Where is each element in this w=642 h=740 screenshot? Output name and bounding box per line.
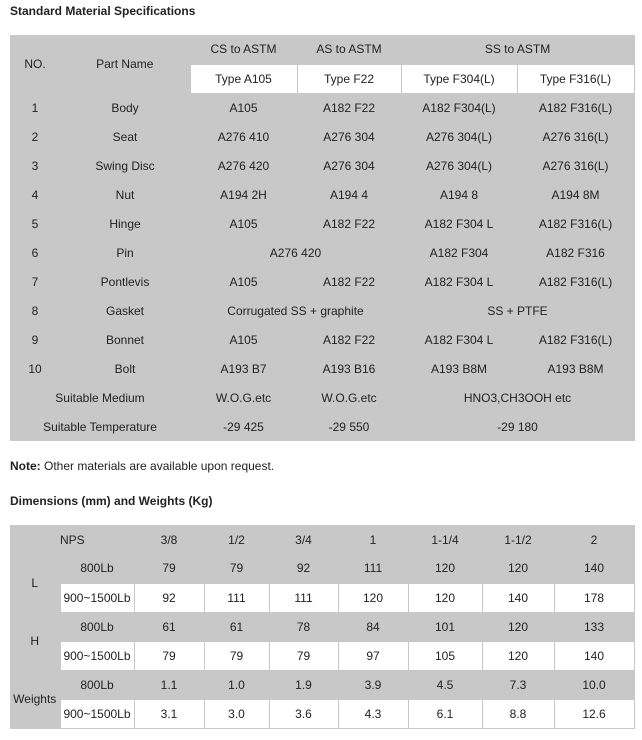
dimension-value: 1.1 — [160, 677, 178, 692]
table-row — [10, 354, 634, 383]
row-f316-material: A182 F316(L) — [538, 100, 613, 115]
table-row — [10, 412, 634, 441]
medium-label: Suitable Medium — [55, 390, 145, 405]
pressure-class: 800Lb — [80, 561, 114, 576]
row-as-material: A182 F22 — [322, 274, 376, 289]
table-row — [10, 238, 634, 267]
pressure-class: 900~1500Lb — [60, 641, 134, 670]
dimension-value: 120 — [408, 583, 482, 612]
nps-size-header: 2 — [590, 532, 598, 547]
col-part-header: Part Name — [96, 57, 154, 71]
table-row — [10, 296, 634, 325]
dimension-value: 92 — [296, 561, 311, 576]
row-part-name: Swing Disc — [95, 158, 155, 173]
dimension-value: 1.0 — [228, 677, 245, 692]
dimension-value: 3.9 — [364, 677, 382, 692]
row-part-name: Bolt — [114, 361, 136, 376]
row-part-name: Nut — [115, 187, 135, 202]
nps-size-header: 1/2 — [228, 532, 245, 547]
type-a105-header: Type A105 — [190, 64, 297, 93]
table-row — [10, 180, 634, 209]
row-no: 6 — [31, 245, 39, 260]
row-cs-material: A105 — [229, 100, 258, 115]
material-spec-table — [10, 35, 635, 441]
row-cs-material: A105 — [229, 332, 258, 347]
dimension-value: 101 — [434, 619, 456, 634]
table-row — [10, 670, 634, 699]
row-cs-material: A276 420 — [217, 158, 270, 173]
dimension-value: 10.0 — [582, 677, 606, 692]
dimension-value: 7.3 — [509, 677, 527, 692]
row-f304-material: A182 F304 — [429, 245, 489, 260]
nps-size-header: 3/8 — [160, 532, 178, 547]
row-no: 7 — [31, 274, 39, 289]
temperature-as: -29 550 — [328, 419, 370, 434]
table-row — [10, 151, 634, 180]
table-row — [10, 209, 634, 238]
dimension-value: 79 — [162, 561, 176, 576]
row-no: 2 — [31, 129, 39, 144]
col-no-header: NO. — [24, 57, 46, 71]
dimension-value: 3.0 — [204, 699, 269, 728]
dimension-value: 120 — [507, 619, 529, 634]
dimension-value: 120 — [482, 641, 554, 670]
row-cs-as-material: Corrugated SS + graphite — [227, 303, 364, 318]
row-part-name: Pontlevis — [100, 274, 150, 289]
dimension-value: 6.1 — [408, 699, 482, 728]
note-text: Other materials are available upon request. — [40, 459, 275, 473]
note-label: Note: — [10, 459, 41, 473]
dimension-value: 111 — [363, 561, 383, 576]
row-cs-material: A105 — [229, 274, 258, 289]
pressure-class: 900~1500Lb — [60, 699, 134, 728]
row-cs-as-material: A276 420 — [269, 245, 322, 260]
row-as-material: A194 4 — [329, 187, 369, 202]
row-f304-material: A193 B8M — [430, 361, 488, 376]
table-row — [10, 267, 634, 296]
nps-size-header: 1 — [369, 532, 377, 547]
row-as-material: A276 304 — [323, 129, 375, 144]
row-f304-material: A182 F304 L — [424, 216, 494, 231]
dims-heading: Dimensions (mm) and Weights (Kg) — [10, 494, 213, 508]
row-f316-material: A182 F316(L) — [538, 274, 613, 289]
row-f304-material: A194 8 — [439, 187, 479, 202]
medium-ss: HNO3,CH3OOH etc — [463, 390, 572, 405]
row-no: 10 — [28, 361, 42, 376]
dimension-value: 4.3 — [338, 699, 408, 728]
dimension-value: 78 — [296, 619, 311, 634]
dimension-value: 8.8 — [482, 699, 554, 728]
table-row — [10, 383, 634, 412]
table-row — [10, 122, 634, 151]
table-row — [10, 93, 634, 122]
row-f304-material: A182 F304 L — [424, 274, 494, 289]
dimension-value: 111 — [204, 583, 269, 612]
dimension-value: 12.6 — [554, 699, 634, 728]
row-no: 9 — [31, 332, 39, 347]
dimension-value: 79 — [134, 641, 204, 670]
dimension-value: 61 — [229, 619, 244, 634]
medium-cs: W.O.G.etc — [215, 390, 272, 405]
nps-label: NPS — [60, 532, 85, 547]
dimension-value: 140 — [583, 561, 605, 576]
table-row — [10, 612, 634, 641]
row-no: 5 — [31, 216, 39, 231]
table-row — [10, 583, 634, 612]
group-as-header: AS to ASTM — [316, 42, 382, 57]
dimension-value: 97 — [338, 641, 408, 670]
row-f304-material: A276 304(L) — [425, 129, 493, 144]
dimension-value: 178 — [554, 583, 634, 612]
dimension-value: 3.6 — [269, 699, 338, 728]
dimension-value: 120 — [507, 561, 529, 576]
dimension-value: 1.9 — [295, 677, 312, 692]
dimension-value: 120 — [434, 561, 456, 576]
dimension-value: 3.1 — [134, 699, 204, 728]
dimension-value: 140 — [482, 583, 554, 612]
row-f316-material: A182 F316 — [546, 245, 605, 260]
group-label: L — [31, 576, 39, 590]
medium-as: W.O.G.etc — [321, 390, 377, 405]
row-part-name: Gasket — [105, 303, 144, 318]
row-f304-material: A276 304(L) — [425, 158, 493, 173]
dimensions-table — [10, 525, 635, 729]
row-part-name: Seat — [112, 129, 138, 144]
table-row — [10, 699, 634, 728]
type-f22-header: Type F22 — [297, 64, 401, 93]
row-part-name: Hinge — [109, 216, 141, 231]
spec-heading: Standard Material Specifications — [10, 4, 196, 18]
pressure-class: 900~1500Lb — [60, 583, 134, 612]
table-row — [10, 641, 634, 670]
row-no: 4 — [31, 187, 39, 202]
row-cs-material: A193 B7 — [220, 361, 267, 376]
pressure-class: 800Lb — [80, 619, 114, 634]
group-cs-header: CS to ASTM — [210, 42, 277, 57]
row-f304-material: A182 F304 L — [424, 332, 494, 347]
group-label: Weights — [13, 692, 57, 706]
row-cs-material: A276 410 — [217, 129, 270, 144]
row-f316-material: A276 316(L) — [542, 158, 609, 173]
dimension-value: 140 — [554, 641, 634, 670]
temperature-ss: -29 180 — [497, 419, 538, 434]
row-cs-material: A105 — [229, 216, 258, 231]
temperature-label: Suitable Temperature — [43, 419, 157, 434]
pressure-class: 800Lb — [80, 677, 114, 692]
row-as-material: A182 F22 — [322, 100, 376, 115]
row-f304-material: A182 F304(L) — [422, 100, 496, 115]
row-f316-material: A276 316(L) — [542, 129, 609, 144]
row-f316-material: A193 B8M — [547, 361, 604, 376]
row-no: 8 — [31, 303, 39, 318]
type-f316-header: Type F316(L) — [517, 64, 634, 93]
nps-size-header: 1-1/2 — [504, 532, 532, 547]
dimension-value: 105 — [408, 641, 482, 670]
row-part-name: Pin — [116, 245, 134, 260]
dimension-value: 120 — [338, 583, 408, 612]
row-f316-material: A182 F316(L) — [538, 216, 613, 231]
note — [10, 459, 274, 473]
group-ss-header: SS to ASTM — [484, 42, 551, 57]
group-label: H — [30, 634, 40, 648]
nps-size-header: 3/4 — [295, 532, 312, 547]
dimension-value: 79 — [204, 641, 269, 670]
row-no: 1 — [31, 100, 39, 115]
dimension-value: 79 — [269, 641, 338, 670]
row-as-material: A182 F22 — [322, 332, 376, 347]
dimension-value: 79 — [229, 561, 244, 576]
row-part-name: Body — [111, 100, 139, 115]
row-cs-material: A194 2H — [220, 187, 267, 202]
row-f316-material: A182 F316(L) — [538, 332, 613, 347]
dimension-value: 92 — [134, 583, 204, 612]
dimension-value: 111 — [269, 583, 338, 612]
row-as-material: A276 304 — [323, 158, 375, 173]
temperature-cs: -29 425 — [223, 419, 264, 434]
nps-size-header: 1-1/4 — [431, 532, 459, 547]
dimension-value: 133 — [583, 619, 605, 634]
type-f304-header: Type F304(L) — [401, 64, 517, 93]
row-part-name: Bonnet — [105, 332, 145, 347]
table-row — [10, 325, 634, 354]
row-f316-material: A194 8M — [551, 187, 600, 202]
row-no: 3 — [31, 158, 39, 173]
table-row — [10, 554, 634, 583]
dimension-value: 84 — [366, 619, 380, 634]
row-as-material: A193 B16 — [322, 361, 376, 376]
dimension-value: 4.5 — [436, 677, 454, 692]
row-as-material: A182 F22 — [322, 216, 376, 231]
row-ss-material: SS + PTFE — [487, 303, 548, 318]
dimension-value: 61 — [162, 619, 176, 634]
